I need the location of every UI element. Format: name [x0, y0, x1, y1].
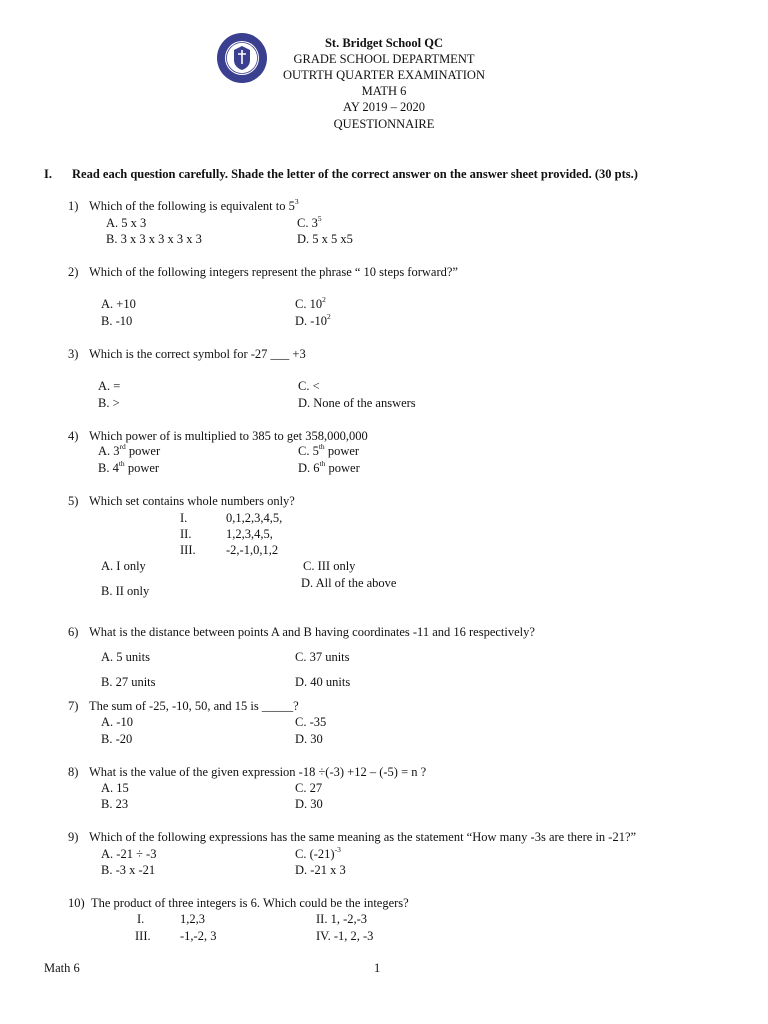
set-item: II. 1, -2,-3: [316, 912, 368, 926]
school-name: St. Bridget School QC: [324, 36, 444, 50]
option-c: C. $10^2$: [295, 295, 326, 311]
option-b: B. II only: [101, 584, 150, 598]
option-a: A. 5 units: [101, 650, 150, 664]
option-b: B. -20: [101, 732, 133, 746]
department: GRADE SCHOOL DEPARTMENT: [293, 52, 475, 66]
option-d: D. 5 x 5 x5: [297, 232, 353, 246]
option-a: A. -21 ÷ -3: [101, 847, 157, 861]
question-number: 6): [68, 625, 79, 639]
question-number: 2): [68, 265, 79, 279]
question-text: What is the value of the given expression -18 ÷(-3) +12 – (-5) = n ?: [89, 765, 427, 779]
set-label: III.: [135, 929, 151, 943]
option-b: B. 3 x 3 x 3 x 3 x 3: [106, 232, 202, 246]
set-value: 0,1,2,3,4,5,: [226, 511, 283, 525]
option-d: D. All of the above: [301, 576, 397, 590]
set-label: I.: [137, 912, 145, 926]
set-value: 1,2,3,4,5,: [226, 527, 273, 541]
option-b: B. -10: [101, 314, 133, 328]
option-d: D. 30: [295, 732, 323, 746]
option-d: D. 40 units: [295, 675, 351, 689]
set-label: II.: [180, 527, 192, 541]
question-text: Which of the following is equivalent to $5^3$: [89, 197, 299, 213]
set-item: IV. -1, 2, -3: [316, 929, 374, 943]
question-number: 4): [68, 429, 79, 443]
question-number: 5): [68, 494, 79, 508]
question-text: Which is the correct symbol for -27 ___ +3: [89, 347, 306, 361]
option-b: B. >: [98, 396, 120, 410]
section-number: I.: [44, 167, 52, 181]
option-a: A. -10: [101, 715, 133, 729]
footer-subject: Math 6: [44, 961, 80, 975]
option-c: C. 5th power: [298, 442, 360, 458]
option-c: C. 37 units: [295, 650, 350, 664]
academic-year: AY 2019 – 2020: [342, 100, 426, 114]
question-text: Which set contains whole numbers only?: [89, 494, 295, 508]
option-a: A. =: [98, 379, 121, 393]
option-d: D. $-10^2$: [295, 312, 331, 328]
option-d: D. 30: [295, 797, 323, 811]
question-number: 10): [68, 896, 85, 910]
set-label: III.: [180, 543, 196, 557]
option-a: A. +10: [101, 297, 136, 311]
question-number: 7): [68, 699, 79, 713]
option-d: D. 6th power: [298, 459, 360, 475]
option-c: C. $(-21)^{-3}$: [295, 845, 341, 861]
page-number: 1: [374, 961, 381, 975]
option-c: C. III only: [303, 559, 356, 573]
option-d: D. -21 x 3: [295, 863, 346, 877]
option-d: D. None of the answers: [298, 396, 416, 410]
option-c: C. 27: [295, 781, 323, 795]
option-a: A. 5 x 3: [106, 216, 147, 230]
exam-title: OUTRTH QUARTER EXAMINATION: [283, 68, 485, 82]
option-c: C. $3^5$: [297, 214, 322, 230]
question-number: 9): [68, 830, 79, 844]
option-a: A. 3rd power: [98, 442, 161, 458]
option-b: B. 27 units: [101, 675, 156, 689]
option-c: C. -35: [295, 715, 327, 729]
subject: MATH 6: [361, 84, 407, 98]
option-b: B. 23: [101, 797, 129, 811]
section-instruction: Read each question carefully. Shade the letter of the correct answer on the answer sheet provided. (30 pts.): [72, 167, 638, 181]
question-number: 8): [68, 765, 79, 779]
option-a: A. I only: [101, 559, 146, 573]
set-value: -2,-1,0,1,2: [226, 543, 279, 557]
question-text: Which power of is multiplied to 385 to get 358,000,000: [89, 429, 368, 443]
option-a: A. 15: [101, 781, 129, 795]
set-value: 1,2,3: [180, 912, 205, 926]
doc-type: QUESTIONNAIRE: [333, 117, 435, 131]
question-text: Which of the following expressions has the same meaning as the statement “How many -3s are there in -21?”: [89, 830, 637, 844]
set-label: I.: [180, 511, 188, 525]
option-b: B. 4th power: [98, 459, 160, 475]
option-b: B. -3 x -21: [101, 863, 156, 877]
question-text: The product of three integers is 6. Which could be the integers?: [91, 896, 409, 910]
set-value: -1,-2, 3: [180, 929, 217, 943]
question-text: What is the distance between points A and B having coordinates -11 and 16 respectively?: [89, 625, 535, 639]
question-number: 3): [68, 347, 79, 361]
option-c: C. <: [298, 379, 320, 393]
question-number: 1): [68, 199, 79, 213]
question-text: Which of the following integers represent the phrase “ 10 steps forward?”: [89, 265, 458, 279]
question-text: The sum of -25, -10, 50, and 15 is _____?: [89, 699, 299, 713]
